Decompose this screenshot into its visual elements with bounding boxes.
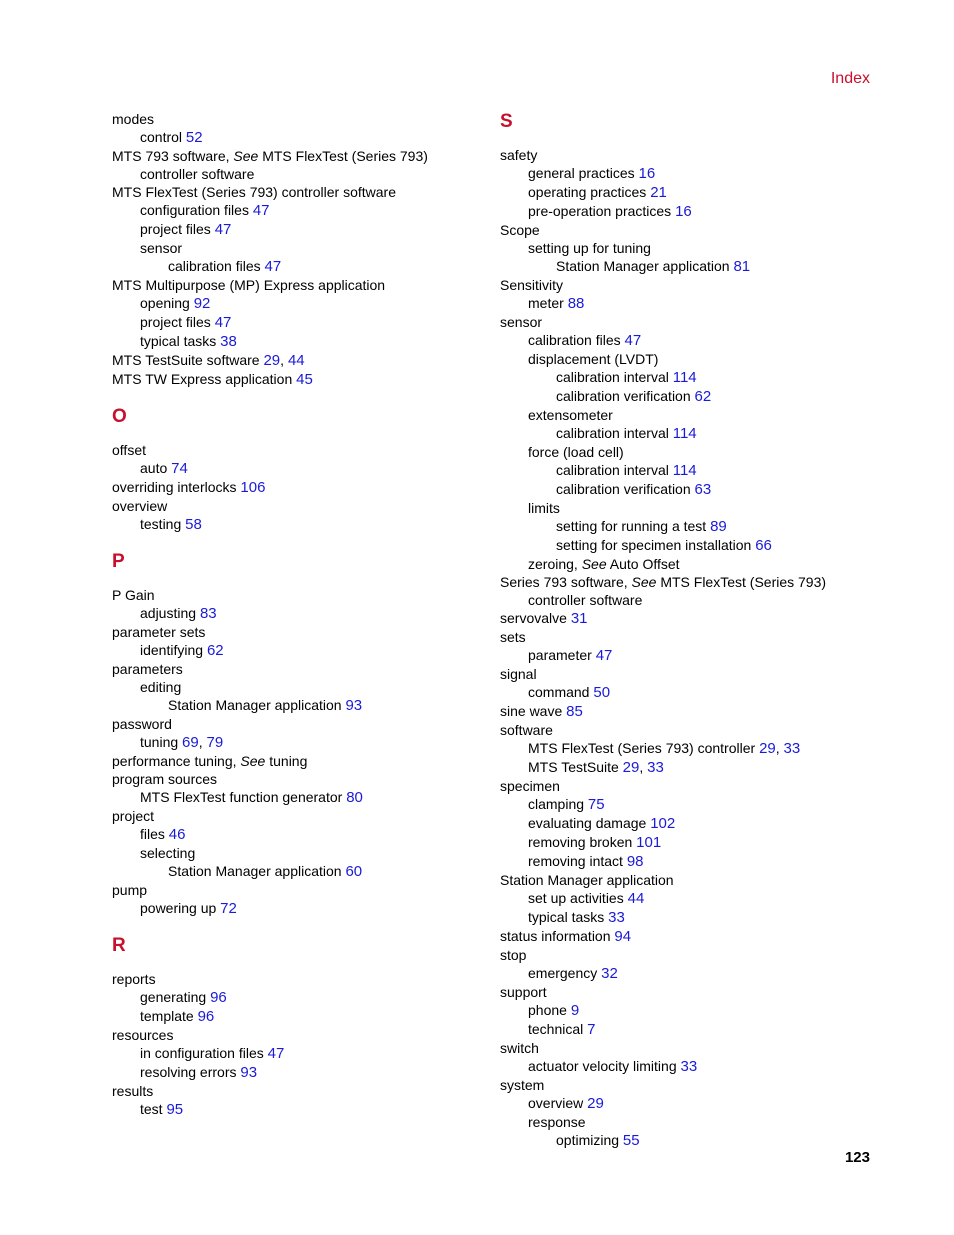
page-header-title: Index [830, 70, 870, 87]
page-link[interactable]: 16 [638, 165, 656, 182]
index-entry [500, 499, 860, 517]
see-reference-target: tuning [269, 753, 308, 769]
index-entry [500, 536, 860, 555]
index-entry [112, 110, 482, 128]
page-link[interactable]: 63 [694, 481, 712, 498]
page-link[interactable]: 47 [624, 332, 642, 349]
index-term: pump [112, 882, 148, 898]
index-entry [500, 387, 860, 406]
page-link[interactable]: 79 [206, 734, 224, 751]
index-entry [500, 964, 860, 983]
index-entry [112, 1063, 482, 1082]
index-term: force (load cell) [528, 444, 624, 460]
index-term: typical tasks [140, 333, 217, 349]
index-term: MTS TestSuite software [112, 352, 260, 368]
index-term: calibration verification [556, 388, 691, 404]
index-entry [500, 257, 860, 276]
index-entry [500, 368, 860, 387]
index-entry [112, 220, 482, 239]
index-term: meter [528, 295, 564, 311]
index-entry [112, 881, 482, 899]
index-term: adjusting [140, 605, 197, 621]
index-entry [112, 515, 482, 534]
index-entry [500, 1076, 860, 1094]
index-entry [112, 604, 482, 623]
index-entry [500, 889, 860, 908]
see-reference-target: Auto Offset [609, 556, 680, 572]
index-entry [112, 1026, 482, 1044]
index-entry [500, 946, 860, 964]
page-link[interactable]: 114 [672, 369, 697, 386]
index-entry [112, 1007, 482, 1026]
index-term: parameter sets [112, 624, 206, 640]
page-link[interactable]: 98 [626, 853, 644, 870]
see-reference-label: See [240, 753, 266, 769]
index-term: powering up [140, 900, 217, 916]
page-link[interactable]: 102 [650, 815, 676, 832]
index-entry [112, 332, 482, 351]
index-term: sensor [500, 314, 543, 330]
see-reference-target: MTS FlexTest (Series 793) controller software [140, 148, 428, 182]
index-term: phone [528, 1002, 567, 1018]
index-term: test [140, 1101, 163, 1117]
page-link[interactable]: 114 [672, 425, 697, 442]
index-entry [500, 480, 860, 499]
page-link[interactable]: 106 [240, 479, 266, 496]
index-term: Station Manager application [168, 863, 342, 879]
page-link[interactable]: 29 [622, 759, 640, 776]
index-term: evaluating damage [528, 815, 647, 831]
page-link[interactable]: 9 [570, 1002, 580, 1019]
index-term: typical tasks [528, 909, 605, 925]
page-link[interactable]: 50 [593, 684, 611, 701]
index-term: modes [112, 111, 155, 127]
index-entry [500, 983, 860, 1001]
index-term: overview [528, 1095, 584, 1111]
page-link[interactable]: 29 [263, 352, 281, 369]
page-link[interactable]: 52 [185, 129, 203, 146]
index-term: resolving errors [140, 1064, 237, 1080]
index-entry [500, 702, 860, 721]
index-entry [500, 1001, 860, 1020]
index-entry [500, 1113, 860, 1131]
index-term: MTS FlexTest function generator [140, 789, 343, 805]
index-term: testing [140, 516, 182, 532]
index-term: calibration interval [556, 369, 669, 385]
index-term: offset [112, 442, 146, 458]
see-reference-label: See [631, 574, 657, 590]
index-term: Sensitivity [500, 277, 564, 293]
index-term: configuration files [140, 202, 249, 218]
page-link[interactable]: 45 [296, 371, 313, 388]
index-term: calibration files [528, 332, 621, 348]
page-link[interactable]: 47 [264, 258, 282, 275]
index-entry [500, 795, 860, 814]
index-entry [500, 517, 860, 536]
index-entry [112, 660, 482, 678]
see-reference-label: See [581, 556, 607, 572]
page-link[interactable]: 21 [650, 184, 667, 201]
index-term: pre-operation practices [528, 203, 672, 219]
index-term: password [112, 716, 172, 732]
index-term: MTS FlexTest (Series 793) controller [528, 740, 756, 756]
index-entry [500, 927, 860, 946]
page-link[interactable]: 93 [345, 697, 363, 714]
index-term: stop [500, 947, 527, 963]
index-entry [112, 970, 482, 988]
page-link[interactable]: 55 [622, 1132, 640, 1149]
index-entry [112, 807, 482, 825]
page-link[interactable]: 29 [759, 740, 776, 757]
index-term: operating practices [528, 184, 647, 200]
index-term: safety [500, 147, 538, 163]
page-number: 123 [844, 1149, 870, 1166]
see-reference-target: MTS FlexTest (Series 793) controller software [528, 574, 827, 608]
index-entry [112, 294, 482, 313]
index-term: signal [500, 666, 537, 682]
section-letter-heading: O [112, 406, 127, 427]
page-link[interactable]: 16 [675, 203, 692, 220]
index-entry [112, 586, 482, 604]
index-column-right [500, 110, 860, 1150]
index-term: parameters [112, 661, 183, 677]
index-entry [500, 721, 860, 739]
page-link[interactable]: 72 [220, 900, 237, 917]
index-term: setting for running a test [556, 518, 707, 534]
index-entry [112, 715, 482, 733]
index-entry [500, 908, 860, 927]
index-term: parameter [528, 647, 592, 663]
index-term: overriding interlocks [112, 479, 237, 495]
index-entry: tuning 69, 79 [140, 734, 224, 751]
index-term: program sources [112, 771, 218, 787]
index-entry [500, 331, 860, 350]
index-term: Series 793 software, [500, 574, 628, 590]
index-entry [112, 1082, 482, 1100]
index-entry: MTS TestSuite 29, 33 [528, 759, 664, 776]
page-link[interactable]: 47 [252, 202, 270, 219]
index-entry [500, 852, 860, 871]
index-term: calibration verification [556, 481, 691, 497]
index-term: setting for specimen installation [556, 537, 752, 553]
index-term: MTS FlexTest (Series 793) controller software [112, 184, 396, 200]
index-entry [500, 1020, 860, 1039]
page-link[interactable]: 47 [214, 221, 232, 238]
page-link[interactable]: 83 [199, 605, 217, 622]
page-link[interactable]: 62 [694, 388, 712, 405]
see-reference-label: See [233, 148, 259, 164]
index-entry [500, 313, 860, 331]
index-term: calibration files [168, 258, 261, 274]
index-entry [112, 459, 482, 478]
index-entry [112, 276, 482, 294]
index-term: in configuration files [140, 1045, 264, 1061]
index-entry [500, 555, 860, 573]
index-entry [112, 313, 482, 332]
index-entry [112, 696, 482, 715]
index-entry [500, 350, 860, 368]
index-entry [112, 623, 482, 641]
index-entry [112, 257, 482, 276]
index-entry [112, 641, 482, 660]
index-entry [500, 1094, 860, 1113]
index-entry [500, 276, 860, 294]
index-term: MTS TestSuite [528, 759, 619, 775]
index-entry [500, 1131, 860, 1150]
index-term: generating [140, 989, 207, 1005]
index-term: command [528, 684, 590, 700]
index-term: overview [112, 498, 168, 514]
section-letter-heading: S [500, 111, 513, 132]
section-letter-heading: P [112, 551, 125, 572]
index-term: editing [140, 679, 182, 695]
index-term: MTS Multipurpose (MP) Express application [112, 277, 386, 293]
index-term: selecting [140, 845, 196, 861]
index-term: actuator velocity limiting [528, 1058, 677, 1074]
index-entry [500, 183, 860, 202]
index-entry [112, 825, 482, 844]
index-entry [500, 294, 860, 313]
page-link[interactable]: 31 [570, 610, 588, 627]
index-term: identifying [140, 642, 204, 658]
index-entry [112, 988, 482, 1007]
index-entry [500, 461, 860, 480]
index-term: set up activities [528, 890, 624, 906]
index-term: reports [112, 971, 156, 987]
page-link[interactable]: 29 [587, 1095, 604, 1112]
index-term: response [528, 1114, 586, 1130]
index-entry [112, 899, 482, 918]
index-entry [112, 862, 482, 881]
index-term: Station Manager application [168, 697, 342, 713]
index-entry [500, 573, 860, 609]
index-term: opening [140, 295, 190, 311]
index-entry [500, 1039, 860, 1057]
index-term: sets [500, 629, 526, 645]
page-link[interactable]: 96 [210, 989, 227, 1006]
index-entry [112, 770, 482, 788]
index-entry [112, 844, 482, 862]
index-term: Station Manager application [500, 872, 674, 888]
index-term: control [140, 129, 183, 145]
index-term: servovalve [500, 610, 567, 626]
index-entry [500, 221, 860, 239]
index-term: MTS 793 software, [112, 148, 230, 164]
index-term: results [112, 1083, 154, 1099]
index-term: calibration interval [556, 462, 669, 478]
index-term: support [500, 984, 547, 1000]
index-term: removing broken [528, 834, 633, 850]
index-entry: MTS FlexTest (Series 793) controller 29, 33 [528, 740, 801, 757]
index-term: status information [500, 928, 611, 944]
page-link[interactable]: 94 [614, 928, 632, 945]
page-link[interactable]: 33 [608, 909, 625, 926]
index-term: project files [140, 314, 211, 330]
page-link[interactable]: 85 [566, 703, 583, 720]
index-entry: MTS TestSuite software 29, 44 [112, 352, 305, 369]
index-entry [500, 814, 860, 833]
index-term: performance tuning, [112, 753, 237, 769]
page-link[interactable]: 96 [197, 1008, 215, 1025]
index-term: displacement (LVDT) [528, 351, 659, 367]
index-term: project files [140, 221, 211, 237]
index-term: specimen [500, 778, 560, 794]
page-link[interactable]: 47 [267, 1045, 285, 1062]
index-entry [500, 665, 860, 683]
page-link[interactable]: 33 [680, 1058, 698, 1075]
page-link[interactable]: 58 [185, 516, 202, 533]
index-entry [112, 239, 482, 257]
index-term: setting up for tuning [528, 240, 651, 256]
index-entry [112, 497, 482, 515]
index-entry [112, 441, 482, 459]
index-term: resources [112, 1027, 174, 1043]
index-term: switch [500, 1040, 539, 1056]
index-term: sensor [140, 240, 183, 256]
index-term: zeroing, [528, 556, 578, 572]
page-link[interactable]: 74 [171, 460, 188, 477]
page-link[interactable]: 101 [636, 834, 662, 851]
page-link[interactable]: 88 [567, 295, 585, 312]
index-entry [112, 370, 482, 389]
index-entry [500, 609, 860, 628]
page-link[interactable]: 33 [647, 759, 664, 776]
index-entry [500, 777, 860, 795]
index-entry [112, 1044, 482, 1063]
index-term: clamping [528, 796, 585, 812]
page-link[interactable]: 33 [783, 740, 801, 757]
index-entry [112, 1100, 482, 1119]
index-term: Scope [500, 222, 540, 238]
index-entry [500, 406, 860, 424]
page-link[interactable]: 69 [182, 734, 199, 751]
page-link[interactable]: 44 [287, 352, 305, 369]
index-entry [112, 752, 482, 770]
index-term: optimizing [556, 1132, 620, 1148]
section-letter-heading: R [112, 935, 126, 956]
index-term: limits [528, 500, 560, 516]
page-link[interactable]: 80 [346, 789, 363, 806]
page-link[interactable]: 81 [733, 258, 751, 275]
page-link[interactable]: 47 [214, 314, 232, 331]
page-link[interactable]: 95 [166, 1101, 184, 1118]
page-link[interactable]: 75 [587, 796, 605, 813]
index-entry [500, 164, 860, 183]
index-entry [500, 628, 860, 646]
index-term: sine wave [500, 703, 563, 719]
index-entry [500, 871, 860, 889]
index-term: removing intact [528, 853, 623, 869]
index-term: template [140, 1008, 194, 1024]
page-link[interactable]: 93 [240, 1064, 258, 1081]
page-link[interactable]: 46 [168, 826, 186, 843]
page-link[interactable]: 92 [193, 295, 211, 312]
index-entry [500, 1057, 860, 1076]
page-link[interactable]: 62 [206, 642, 224, 659]
index-column-left [112, 110, 482, 1119]
index-term: system [500, 1077, 545, 1093]
index-term: extensometer [528, 407, 613, 423]
page-link[interactable]: 66 [755, 537, 772, 554]
index-term: technical [528, 1021, 584, 1037]
page-link[interactable]: 47 [595, 647, 613, 664]
index-entry [112, 788, 482, 807]
page-link[interactable]: 38 [220, 333, 237, 350]
index-entry [500, 683, 860, 702]
page-link[interactable]: 7 [587, 1021, 596, 1038]
page-link[interactable]: 114 [672, 462, 697, 479]
index-term: project [112, 808, 155, 824]
index-term: P Gain [112, 587, 155, 603]
index-term: auto [140, 460, 168, 476]
index-entry [500, 646, 860, 665]
page-link[interactable]: 44 [627, 890, 645, 907]
index-entry [500, 202, 860, 221]
index-entry [112, 147, 482, 183]
index-term: software [500, 722, 553, 738]
index-term: files [140, 826, 165, 842]
index-entry [500, 443, 860, 461]
page-link[interactable]: 89 [710, 518, 727, 535]
index-entry [112, 678, 482, 696]
index-term: Station Manager application [556, 258, 730, 274]
page-link[interactable]: 60 [345, 863, 363, 880]
index-term: emergency [528, 965, 598, 981]
index-entry [500, 146, 860, 164]
index-entry [500, 424, 860, 443]
index-entry [112, 183, 482, 201]
index-term: MTS TW Express application [112, 371, 293, 387]
index-term: tuning [140, 734, 179, 750]
index-entry [500, 239, 860, 257]
index-entry [112, 201, 482, 220]
page-link[interactable]: 32 [601, 965, 618, 982]
index-term: general practices [528, 165, 635, 181]
index-entry [112, 478, 482, 497]
index-entry [500, 833, 860, 852]
index-entry [112, 128, 482, 147]
index-term: calibration interval [556, 425, 669, 441]
